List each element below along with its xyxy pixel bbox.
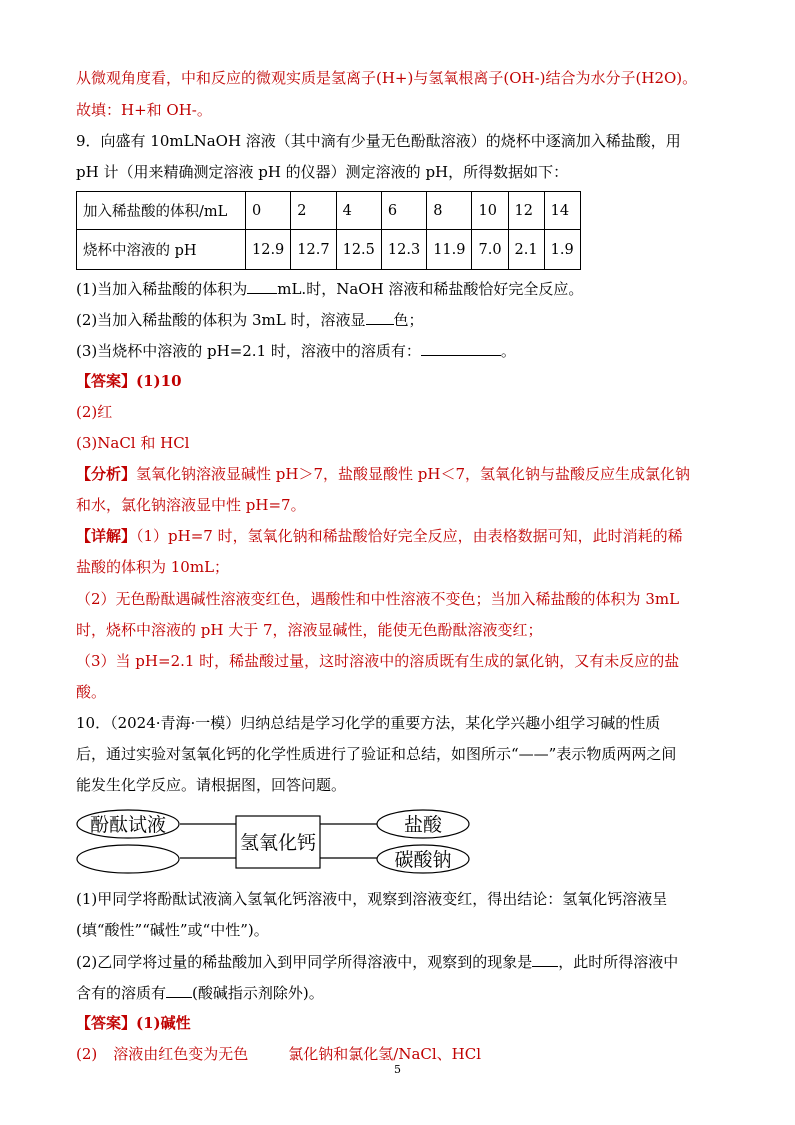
q9-detail-line5: （3）当 pH=2.1 时，稀盐酸过量，这时溶液中的溶质既有生成的氯化钠，又有未反应的盐 bbox=[76, 652, 680, 670]
answer-blank bbox=[366, 309, 394, 325]
q9-detail-line4: 时，烧杯中溶液的 pH 大于 7，溶液显碱性，能使无色酚酞溶液变红； bbox=[76, 621, 543, 639]
q10-sub1-line1: (1)甲同学将酚酞试液滴入氢氧化钙溶液中，观察到溶液变红，得出结论：氢氧化钙溶液呈 bbox=[76, 890, 668, 908]
table-row bbox=[77, 192, 581, 230]
q9-stem-line2: pH 计（用来精确测定溶液 pH 的仪器）测定溶液的 pH，所得数据如下： bbox=[76, 163, 569, 181]
table-cell: 4 bbox=[336, 192, 381, 230]
table-cell: 12.3 bbox=[381, 230, 426, 270]
answer-tag: 【答案】 bbox=[76, 372, 137, 390]
table-cell: 12.5 bbox=[336, 230, 381, 270]
detail-tag: 【详解】 bbox=[76, 527, 137, 545]
bottom-left-node bbox=[77, 845, 179, 873]
q10-stem-line2: 后，通过实验对氢氧化钙的化学性质进行了验证和总结，如图所示“——”表示物质两两之间 bbox=[76, 745, 677, 763]
table-row-header: 烧杯中溶液的 pH bbox=[77, 230, 246, 270]
page-number: 5 bbox=[394, 1063, 401, 1076]
answer-blank bbox=[247, 278, 277, 294]
q9-analysis-line2: 和水，氯化钠溶液显中性 pH=7。 bbox=[76, 496, 306, 514]
ph-data-table bbox=[76, 191, 581, 270]
table-cell: 7.0 bbox=[472, 230, 508, 270]
table-cell: 10 bbox=[472, 192, 508, 230]
q10-answer-line2: (2) 溶液由红色变为无色 氯化钠和氯化氢/NaCl、HCl bbox=[76, 1045, 482, 1063]
table-cell: 12 bbox=[508, 192, 544, 230]
table-cell: 12.7 bbox=[291, 230, 336, 270]
q10-stem-line1: 10．（2024·青海·一模）归纳总结是学习化学的重要方法，某化学兴趣小组学习碱的性质 bbox=[76, 714, 661, 732]
calcium-hydroxide-diagram bbox=[76, 808, 476, 876]
table-cell: 2.1 bbox=[508, 230, 544, 270]
q10-sub2-line2: 含有的溶质有 (酸碱指示剂除外)。 bbox=[76, 984, 324, 1002]
q9-detail-line6: 酸。 bbox=[76, 683, 107, 701]
q10-sub1-line2: (填“酸性”“碱性”或“中性”)。 bbox=[76, 921, 269, 939]
conclusion-line: 从微观角度看，中和反应的微观实质是氢离子(H+)与氢氧根离子(OH-)结合为水分子(H2O)。 bbox=[76, 69, 698, 87]
bottom-right-node-label: 碳酸钠 bbox=[394, 849, 452, 871]
table-row bbox=[77, 230, 581, 270]
table-cell: 12.9 bbox=[246, 230, 291, 270]
q10-answer-line1: 【答案】(1)碱性 bbox=[76, 1014, 191, 1032]
table-cell: 1.9 bbox=[544, 230, 580, 270]
q9-sub3: (3)当烧杯中溶液的 pH=2.1 时，溶液中的溶质有： 。 bbox=[76, 342, 516, 360]
q10-sub2-line1: (2)乙同学将过量的稀盐酸加入到甲同学所得溶液中，观察到的现象是 ，此时所得溶液中 bbox=[76, 953, 679, 971]
center-node-label: 氢氧化钙 bbox=[239, 832, 317, 854]
table-cell: 2 bbox=[291, 192, 336, 230]
table-cell: 6 bbox=[381, 192, 426, 230]
table-cell: 11.9 bbox=[427, 230, 472, 270]
q9-stem-line1: 9．向盛有 10mLNaOH 溶液（其中滴有少量无色酚酞溶液）的烧杯中逐滴加入稀盐酸，用 bbox=[76, 132, 681, 150]
answer-blank bbox=[532, 951, 558, 967]
q9-answer-line3: (3)NaCl 和 HCl bbox=[76, 434, 190, 452]
table-cell: 8 bbox=[427, 192, 472, 230]
table-cell: 0 bbox=[246, 192, 291, 230]
answer-blank bbox=[421, 340, 501, 356]
q9-answer-line2: (2)红 bbox=[76, 403, 113, 421]
q9-detail-line1: 【详解】（1）pH=7 时，氢氧化钠和稀盐酸恰好完全反应，由表格数据可知，此时消耗的稀 bbox=[76, 527, 683, 545]
q10-stem-line3: 能发生化学反应。请根据图，回答问题。 bbox=[76, 776, 347, 794]
table-row-header: 加入稀盐酸的体积/mL bbox=[77, 192, 246, 230]
top-right-node-label: 盐酸 bbox=[403, 814, 443, 836]
table-cell: 14 bbox=[544, 192, 580, 230]
q9-detail-line2: 盐酸的体积为 10mL； bbox=[76, 558, 230, 576]
q9-sub2: (2)当加入稀盐酸的体积为 3mL 时，溶液显 色； bbox=[76, 311, 424, 329]
q9-analysis-line1: 【分析】氢氧化钠溶液显碱性 pH＞7，盐酸显酸性 pH＜7，氢氧化钠与盐酸反应生成氯化钠 bbox=[76, 465, 691, 483]
q9-detail-line3: （2）无色酚酞遇碱性溶液变红色，遇酸性和中性溶液不变色；当加入稀盐酸的体积为 3mL bbox=[76, 590, 680, 608]
answer-tag: 【答案】 bbox=[76, 1014, 137, 1032]
fill-answer-line: 故填：H+和 OH-。 bbox=[76, 101, 212, 119]
q9-sub1: (1)当加入稀盐酸的体积为 mL.时，NaOH 溶液和稀盐酸恰好完全反应。 bbox=[76, 280, 584, 298]
answer-blank bbox=[166, 982, 192, 998]
top-left-node-label: 酚酞试液 bbox=[89, 814, 167, 836]
q9-answer-line1: 【答案】(1)10 bbox=[76, 372, 182, 390]
analysis-tag: 【分析】 bbox=[76, 465, 137, 483]
